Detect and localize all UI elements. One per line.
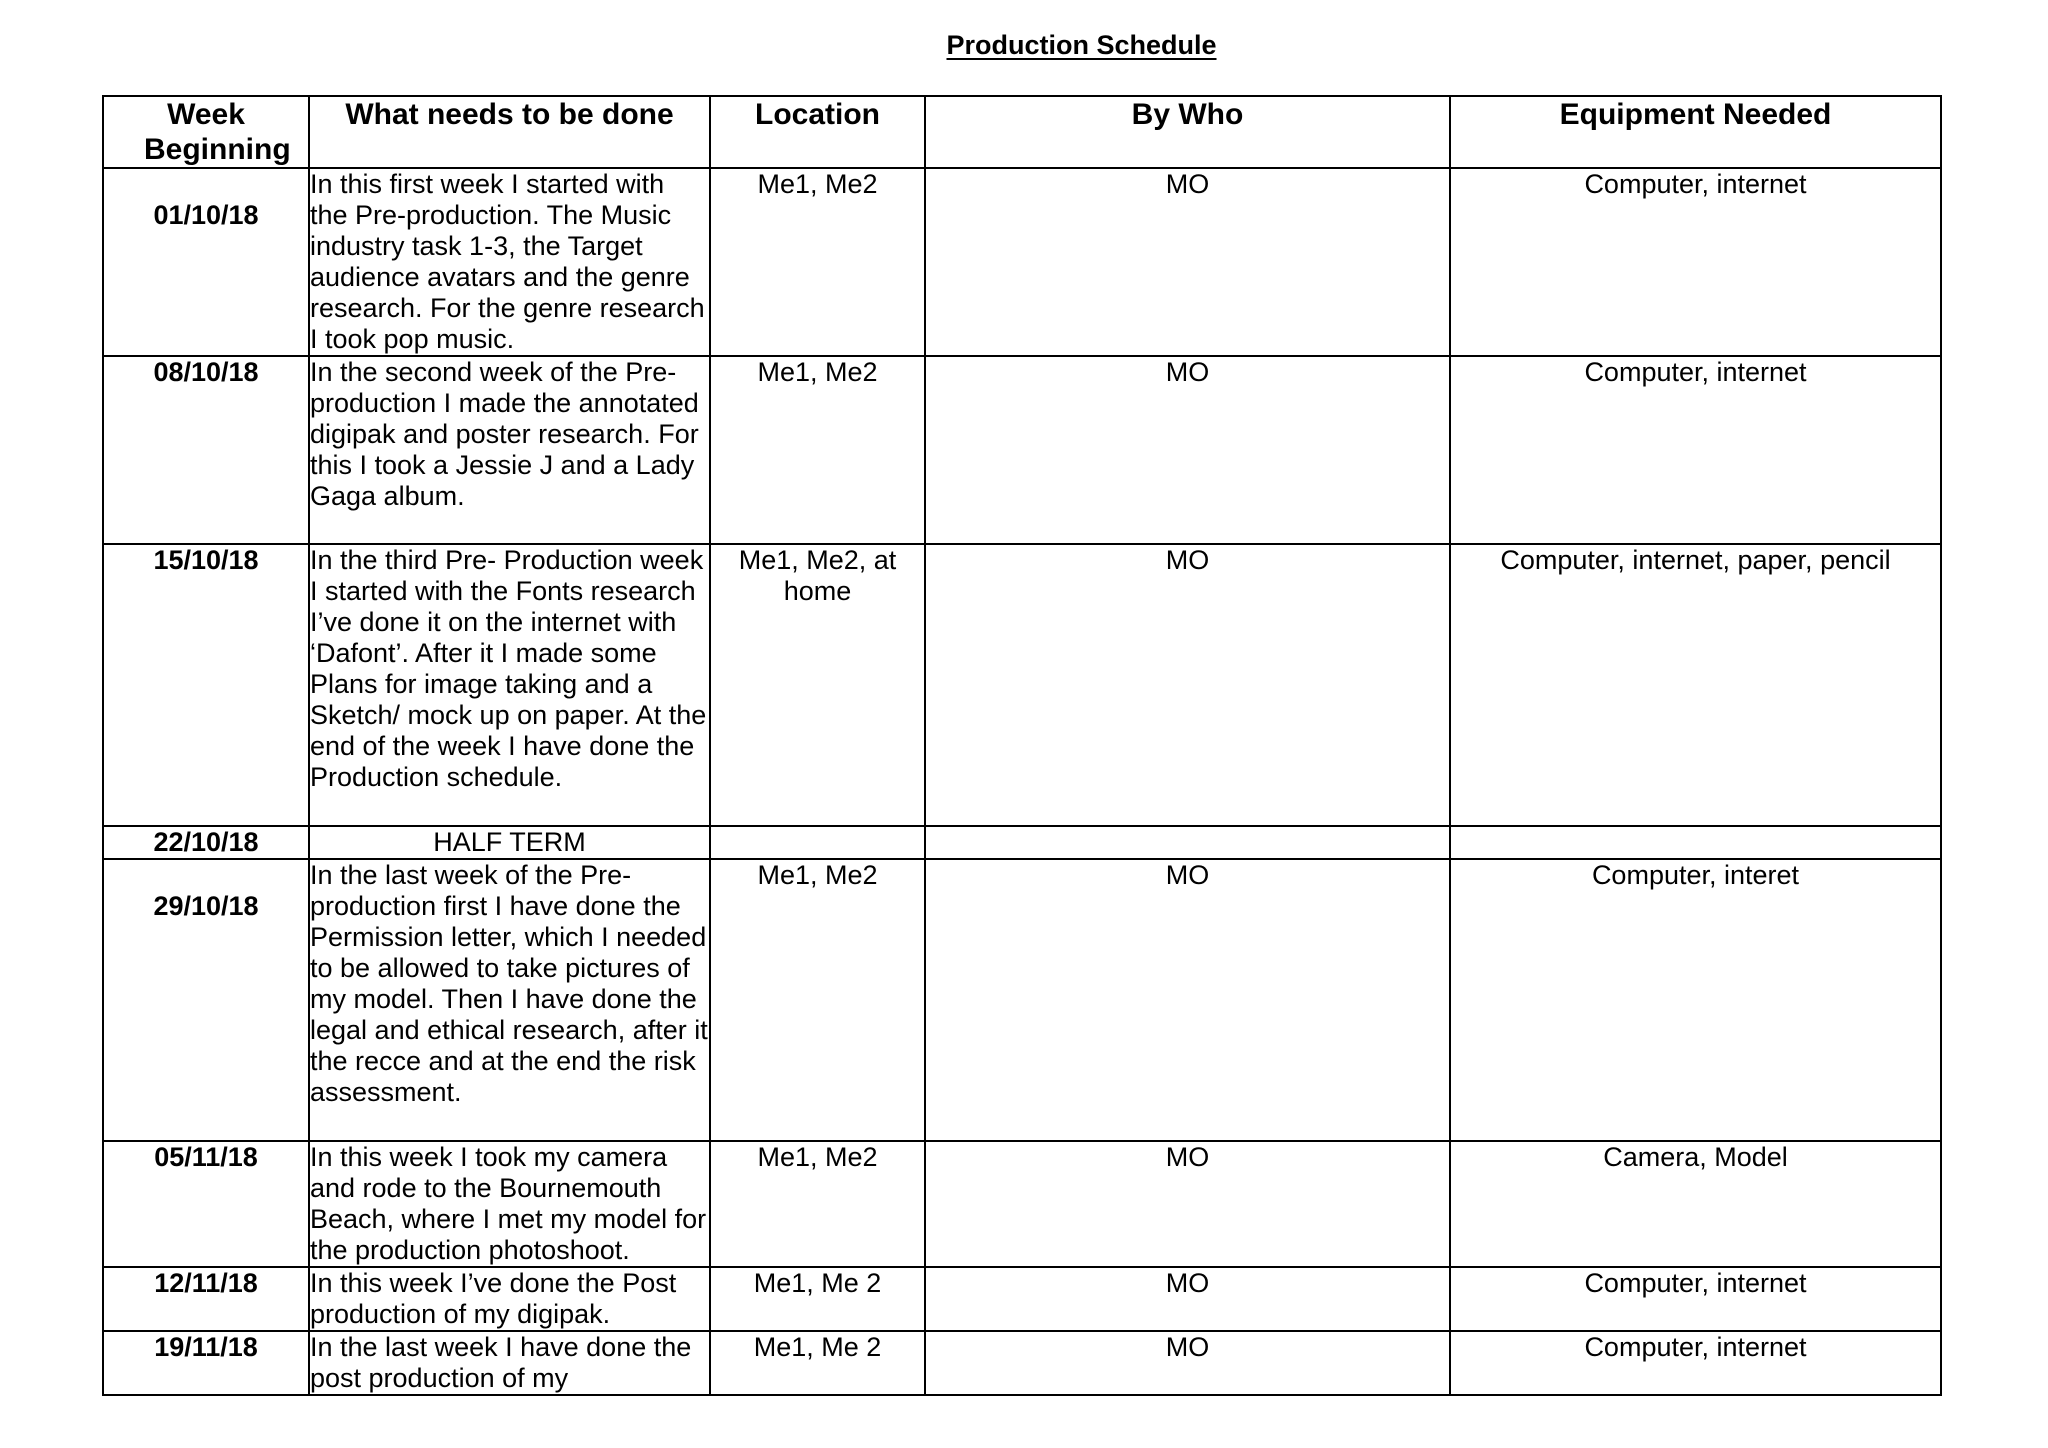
table-row: [103, 1267, 1941, 1331]
table-row: [103, 544, 1941, 826]
by-who-cell: MO: [925, 859, 1450, 1141]
column-header-task: What needs to be done: [309, 96, 710, 168]
location-cell: [710, 826, 925, 859]
equipment-cell: Computer, internet: [1450, 1331, 1941, 1395]
equipment-cell: Computer, internet: [1450, 1267, 1941, 1331]
task-cell: In this week I’ve done the Post production of my digipak.: [309, 1267, 710, 1331]
by-who-cell: MO: [925, 1267, 1450, 1331]
week-cell: 12/11/18: [103, 1267, 309, 1331]
equipment-cell: Computer, internet: [1450, 356, 1941, 544]
table-row: [103, 826, 1941, 859]
task-cell: In the last week I have done the post production of my: [309, 1331, 710, 1395]
task-cell: In this week I took my camera and rode to the Bournemouth Beach, where I met my model for the production photoshoot.: [309, 1141, 710, 1267]
week-cell: 19/11/18: [103, 1331, 309, 1395]
location-cell: Me1, Me2: [710, 859, 925, 1141]
task-cell: In this first week I started with the Pre-production. The Music industry task 1-3, the Target audience avatars and the genre research. For the genre research I took pop music.: [309, 168, 710, 356]
by-who-cell: MO: [925, 168, 1450, 356]
column-header-by-who: By Who: [925, 96, 1450, 168]
column-header-equipment: Equipment Needed: [1450, 96, 1941, 168]
equipment-cell: [1450, 826, 1941, 859]
by-who-cell: MO: [925, 356, 1450, 544]
equipment-cell: Computer, internet, paper, pencil: [1450, 544, 1941, 826]
week-cell: 05/11/18: [103, 1141, 309, 1267]
week-cell: 08/10/18: [103, 356, 309, 544]
location-cell: Me1, Me 2: [710, 1267, 925, 1331]
week-cell: 15/10/18: [103, 544, 309, 826]
by-who-cell: MO: [925, 544, 1450, 826]
table-row: [103, 168, 1941, 356]
task-cell: In the last week of the Pre-production first I have done the Permission letter, which I needed to be allowed to take pictures of my model. Then I have done the legal and ethical research, after it the recce and at the end the risk assessment.: [309, 859, 710, 1141]
location-cell: Me1, Me2, at home: [710, 544, 925, 826]
table-row: [103, 1331, 1941, 1395]
week-cell: 01/10/18: [103, 168, 309, 356]
table-row: [103, 356, 1941, 544]
location-cell: Me1, Me2: [710, 1141, 925, 1267]
table-header-row: [103, 96, 1941, 168]
by-who-cell: MO: [925, 1141, 1450, 1267]
by-who-cell: MO: [925, 1331, 1450, 1395]
table-row: [103, 859, 1941, 1141]
equipment-cell: Computer, interet: [1450, 859, 1941, 1141]
task-cell: In the second week of the Pre-production I made the annotated digipak and poster research. For this I took a Jessie J and a Lady Gaga album.: [309, 356, 710, 544]
equipment-cell: Camera, Model: [1450, 1141, 1941, 1267]
column-header-week-beginning: Week Beginning: [103, 96, 309, 168]
production-schedule-table: [102, 95, 1942, 1396]
week-cell: 29/10/18: [103, 859, 309, 1141]
table-row: [103, 1141, 1941, 1267]
task-cell: HALF TERM: [309, 826, 710, 859]
location-cell: Me1, Me2: [710, 168, 925, 356]
week-cell: 22/10/18: [103, 826, 309, 859]
location-cell: Me1, Me 2: [710, 1331, 925, 1395]
by-who-cell: [925, 826, 1450, 859]
task-cell: In the third Pre- Production week I started with the Fonts research I’ve done it on the internet with ‘Dafont’. After it I made some Plans for image taking and a Sketch/ mock up on paper. At the end of the week I have done the Production schedule.: [309, 544, 710, 826]
column-header-location: Location: [710, 96, 925, 168]
page-title: Production Schedule: [946, 30, 1217, 60]
equipment-cell: Computer, internet: [1450, 168, 1941, 356]
location-cell: Me1, Me2: [710, 356, 925, 544]
